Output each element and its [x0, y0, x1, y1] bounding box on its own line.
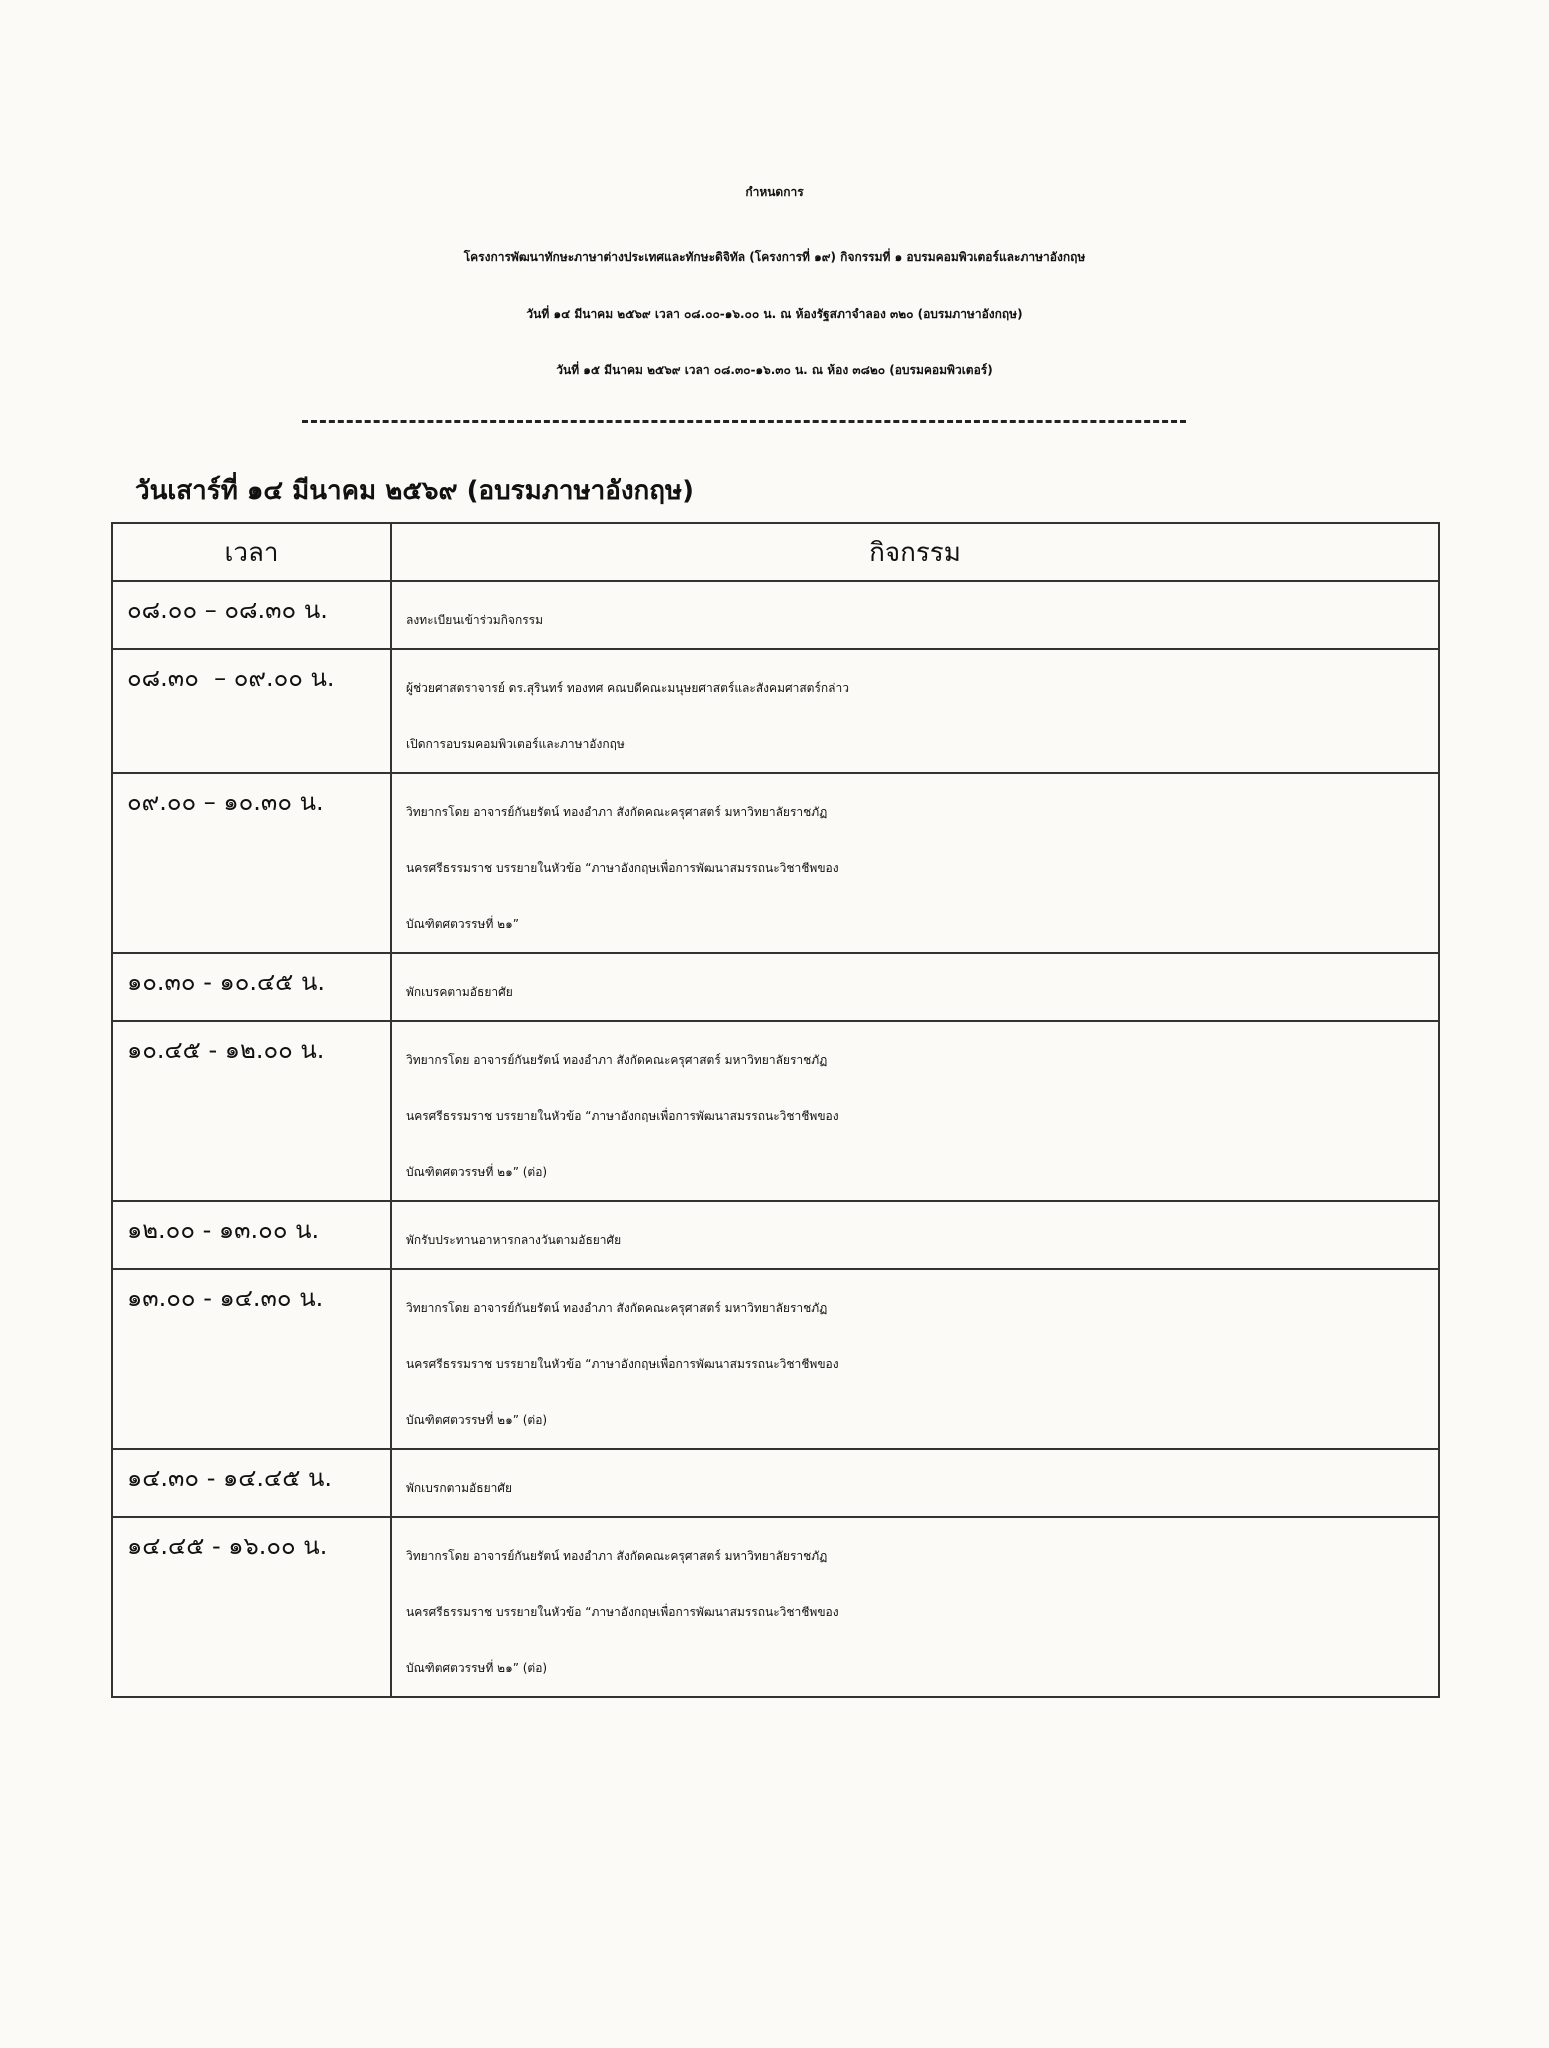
- project-subtitle: โครงการพัฒนาทักษะภาษาต่างประเทศและทักษะดิจิทัล (โครงการที่ ๑๙) กิจกรรมที่ ๑ อบรมคอมพิวเตอร์และภาษาอังกฤษ: [463, 250, 1086, 264]
- activity-line: วิทยากรโดย อาจารย์กันยรัตน์ ทองอำภา สังกัดคณะครุศาสตร์ มหาวิทยาลัยราชภัฏ: [406, 805, 828, 819]
- activity-cell: [391, 1269, 1439, 1449]
- activity-cell: [391, 1021, 1439, 1201]
- activity-cell: [391, 953, 1439, 1021]
- table-row: [112, 1021, 1439, 1201]
- time-cell: ๐๘.๓๐ – ๐๙.๐๐ น.: [112, 649, 391, 773]
- table-row: [112, 773, 1439, 953]
- activity-line: นครศรีธรรมราช บรรยายในหัวข้อ “ภาษาอังกฤษเพื่อการพัฒนาสมรรถนะวิชาชีพของ: [406, 1109, 839, 1123]
- dashed-divider: [302, 420, 1186, 423]
- activity-line: นครศรีธรรมราช บรรยายในหัวข้อ “ภาษาอังกฤษเพื่อการพัฒนาสมรรถนะวิชาชีพของ: [406, 861, 839, 875]
- activity-line: นครศรีธรรมราช บรรยายในหัวข้อ “ภาษาอังกฤษเพื่อการพัฒนาสมรรถนะวิชาชีพของ: [406, 1357, 839, 1371]
- time-cell: ๑๐.๔๕ - ๑๒.๐๐ น.: [112, 1021, 391, 1201]
- table-row: [112, 581, 1439, 649]
- date-line-1: วันที่ ๑๔ มีนาคม ๒๕๖๙ เวลา ๐๘.๐๐-๑๖.๐๐ น. ณ ห้องรัฐสภาจำลอง ๓๒๐ (อบรมภาษาอังกฤษ): [526, 307, 1023, 321]
- table-row: [112, 1201, 1439, 1269]
- activity-line: วิทยากรโดย อาจารย์กันยรัตน์ ทองอำภา สังกัดคณะครุศาสตร์ มหาวิทยาลัยราชภัฏ: [406, 1301, 828, 1315]
- header-activity: กิจกรรม: [391, 523, 1439, 581]
- time-cell: ๐๙.๐๐ – ๑๐.๓๐ น.: [112, 773, 391, 953]
- activity-line: พักเบรกตามอัธยาศัย: [406, 1481, 512, 1495]
- time-cell: ๐๘.๐๐ – ๐๘.๓๐ น.: [112, 581, 391, 649]
- table-row: [112, 649, 1439, 773]
- time-cell: ๑๔.๔๕ - ๑๖.๐๐ น.: [112, 1517, 391, 1697]
- table-row: [112, 953, 1439, 1021]
- time-cell: ๑๒.๐๐ - ๑๓.๐๐ น.: [112, 1201, 391, 1269]
- time-cell: ๑๐.๓๐ - ๑๐.๔๕ น.: [112, 953, 391, 1021]
- activity-cell: [391, 1517, 1439, 1697]
- day-heading: วันเสาร์ที่ ๑๔ มีนาคม ๒๕๖๙ (อบรมภาษาอังกฤษ): [135, 476, 695, 506]
- activity-cell: [391, 581, 1439, 649]
- table-row: [112, 1269, 1439, 1449]
- activity-cell: [391, 649, 1439, 773]
- schedule-table: [111, 522, 1440, 1698]
- table-row: [112, 1449, 1439, 1517]
- table-header-row: [112, 523, 1439, 581]
- time-cell: ๑๓.๐๐ - ๑๔.๓๐ น.: [112, 1269, 391, 1449]
- header-time: เวลา: [112, 523, 391, 581]
- time-cell: ๑๔.๓๐ - ๑๔.๔๕ น.: [112, 1449, 391, 1517]
- activity-cell: [391, 1201, 1439, 1269]
- activity-line: บัณฑิตศตวรรษที่ ๒๑” (ต่อ): [406, 1413, 548, 1427]
- activity-line: พักเบรคตามอัธยาศัย: [406, 985, 513, 999]
- activity-line: วิทยากรโดย อาจารย์กันยรัตน์ ทองอำภา สังกัดคณะครุศาสตร์ มหาวิทยาลัยราชภัฏ: [406, 1549, 828, 1563]
- document-title: กำหนดการ: [745, 185, 804, 199]
- date-line-2: วันที่ ๑๕ มีนาคม ๒๕๖๙ เวลา ๐๘.๓๐-๑๖.๓๐ น. ณ ห้อง ๓๘๒๐ (อบรมคอมพิวเตอร์): [556, 363, 993, 377]
- activity-cell: [391, 1449, 1439, 1517]
- activity-cell: [391, 773, 1439, 953]
- activity-line: บัณฑิตศตวรรษที่ ๒๑” (ต่อ): [406, 1165, 548, 1179]
- table-row: [112, 1517, 1439, 1697]
- activity-line: พักรับประทานอาหารกลางวันตามอัธยาศัย: [406, 1233, 622, 1247]
- activity-line: ลงทะเบียนเข้าร่วมกิจกรรม: [406, 613, 544, 627]
- activity-line: บัณฑิตศตวรรษที่ ๒๑” (ต่อ): [406, 1661, 548, 1675]
- activity-line: นครศรีธรรมราช บรรยายในหัวข้อ “ภาษาอังกฤษเพื่อการพัฒนาสมรรถนะวิชาชีพของ: [406, 1605, 839, 1619]
- activity-line: เปิดการอบรมคอมพิวเตอร์และภาษาอังกฤษ: [406, 737, 625, 751]
- activity-line: ผู้ช่วยศาสตราจารย์ ดร.สุรินทร์ ทองทศ คณบดีคณะมนุษยศาสตร์และสังคมศาสตร์กล่าว: [406, 681, 849, 695]
- activity-line: บัณฑิตศตวรรษที่ ๒๑”: [406, 917, 519, 931]
- activity-line: วิทยากรโดย อาจารย์กันยรัตน์ ทองอำภา สังกัดคณะครุศาสตร์ มหาวิทยาลัยราชภัฏ: [406, 1053, 828, 1067]
